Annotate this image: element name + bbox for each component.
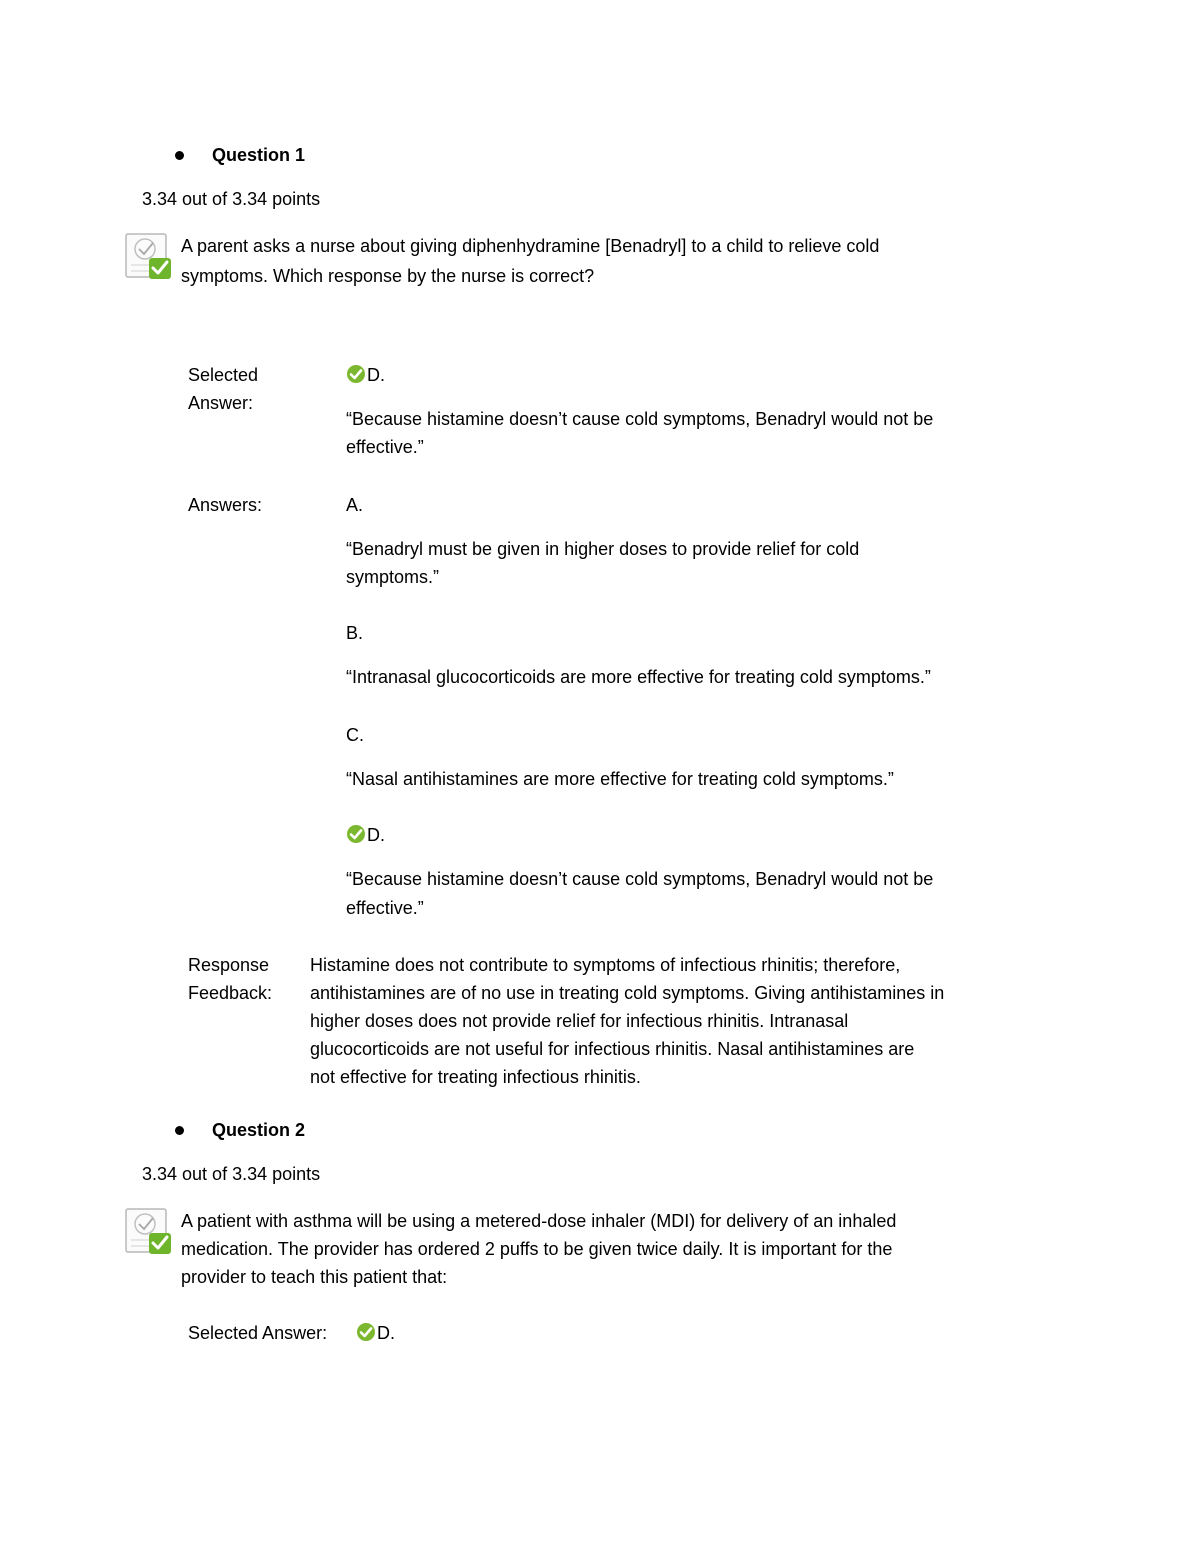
response-feedback-label: Feedback: <box>188 983 273 1003</box>
check-circle-icon <box>346 824 366 844</box>
question-prompt-line: symptoms. Which response by the nurse is correct? <box>181 266 595 286</box>
response-feedback-text: not effective for treating infectious rhinitis. <box>310 1067 641 1087</box>
answer-text: “Benadryl must be given in higher doses to provide relief for cold <box>346 539 860 559</box>
question-title: Question 1 <box>212 145 306 165</box>
selected-answer-label: Selected <box>188 365 259 385</box>
points-score: 3.34 out of 3.34 points <box>142 189 321 209</box>
selected-answer-text: effective.” <box>346 437 424 457</box>
points-score: 3.34 out of 3.34 points <box>142 1164 321 1184</box>
question-prompt-line: A patient with asthma will be using a metered-dose inhaler (MDI) for delivery of an inhaled <box>181 1211 897 1231</box>
question-prompt-line: A parent asks a nurse about giving diphenhydramine [Benadryl] to a child to relieve cold <box>181 236 880 256</box>
graded-correct-icon <box>125 1206 175 1256</box>
response-feedback-text: glucocorticoids are not useful for infectious rhinitis. Nasal antihistamines are <box>310 1039 915 1059</box>
question-bullet <box>175 1126 184 1135</box>
answers-label: Answers: <box>188 495 263 515</box>
response-feedback-text: Histamine does not contribute to symptoms of infectious rhinitis; therefore, <box>310 955 901 975</box>
question-title: Question 2 <box>212 1120 306 1140</box>
selected-answer-label: Answer: <box>188 393 254 413</box>
answer-letter: D. <box>377 1323 395 1343</box>
check-circle-icon <box>346 364 366 384</box>
question-prompt-line: provider to teach this patient that: <box>181 1267 448 1287</box>
selected-answer-letter <box>356 1319 395 1348</box>
answer-text: “Intranasal glucocorticoids are more effective for treating cold symptoms.” <box>346 667 931 687</box>
answer-text: “Nasal antihistamines are more effective for treating cold symptoms.” <box>346 769 894 789</box>
answer-letter: A. <box>346 495 364 515</box>
answer-letter: C. <box>346 725 364 745</box>
response-feedback-label: Response <box>188 955 270 975</box>
question-bullet <box>175 151 184 160</box>
answer-letter: D. <box>367 825 385 845</box>
answer-text: “Because histamine doesn’t cause cold symptoms, Benadryl would not be <box>346 869 934 889</box>
answer-letter: B. <box>346 623 364 643</box>
answer-text: effective.” <box>346 898 424 918</box>
correct-answer-letter <box>346 821 385 850</box>
answer-letter: D. <box>367 365 385 385</box>
response-feedback-text: higher doses does not provide relief for infectious rhinitis. Intranasal <box>310 1011 849 1031</box>
selected-answer-label: Selected Answer: <box>188 1323 328 1343</box>
answer-text: symptoms.” <box>346 567 440 587</box>
response-feedback-text: antihistamines are of no use in treating cold symptoms. Giving antihistamines in <box>310 983 945 1003</box>
graded-correct-icon <box>125 231 175 281</box>
selected-answer-letter <box>346 361 385 390</box>
selected-answer-text: “Because histamine doesn’t cause cold symptoms, Benadryl would not be <box>346 409 934 429</box>
check-circle-icon <box>356 1322 376 1342</box>
question-prompt-line: medication. The provider has ordered 2 puffs to be given twice daily. It is important for the <box>181 1239 893 1259</box>
